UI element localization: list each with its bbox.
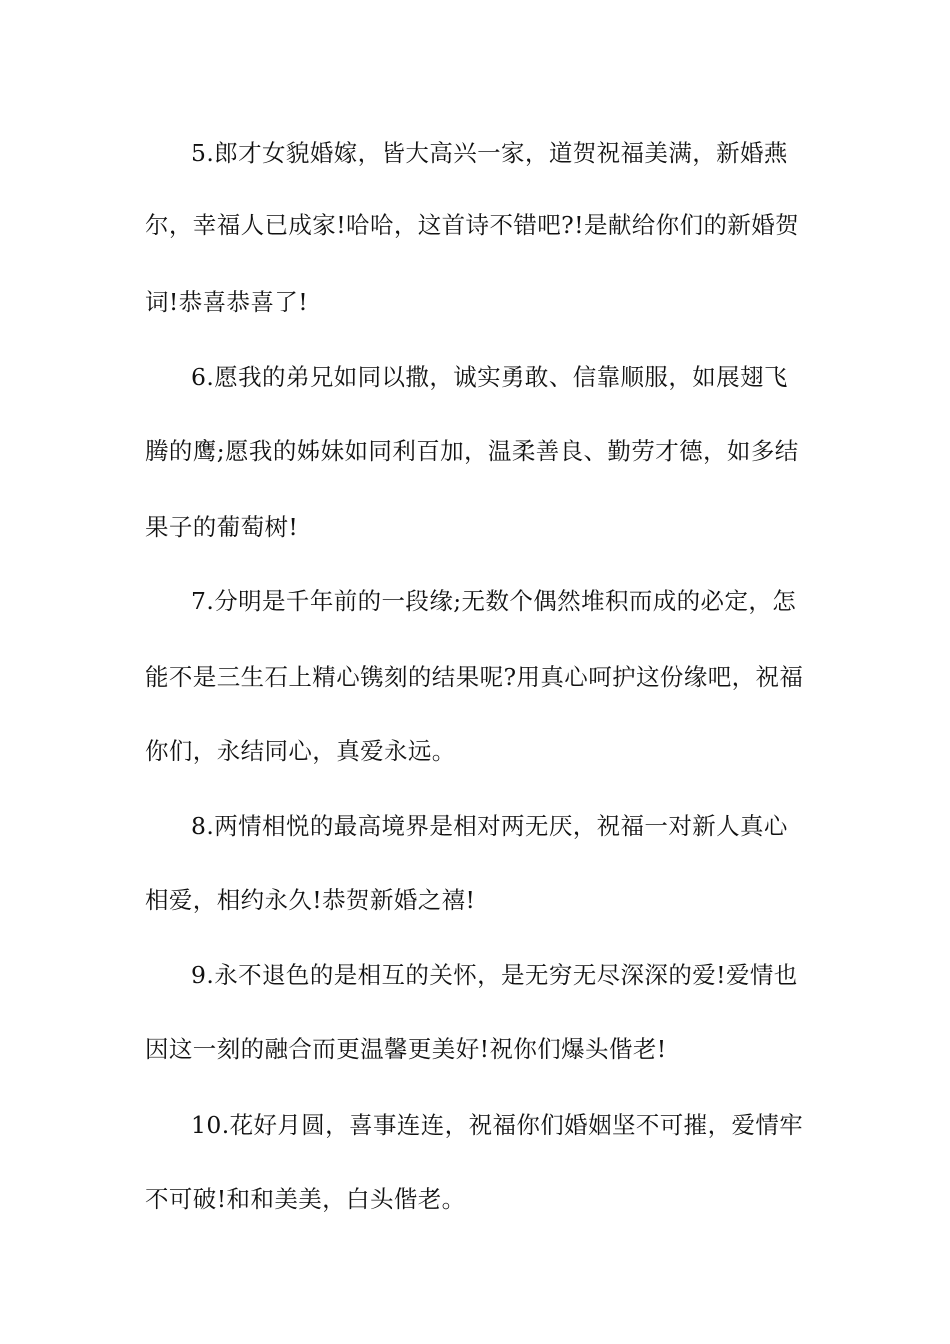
paragraph-10-line-1: 10.花好月圆，喜事连连，祝福你们婚姻坚不可摧，爱情牢 — [191, 1111, 804, 1139]
paragraph-5-line-3: 词!恭喜恭喜了! — [145, 288, 309, 316]
paragraph-8-line-2: 相爱，相约永久!恭贺新婚之禧! — [145, 886, 476, 914]
paragraph-10-line-2: 不可破!和和美美，白头偕老。 — [145, 1185, 466, 1213]
paragraph-9-line-2: 因这一刻的融合而更温馨更美好!祝你们爆头偕老! — [145, 1035, 667, 1063]
paragraph-7-line-3: 你们，永结同心，真爱永远。 — [145, 737, 456, 765]
paragraph-5-line-1: 5.郎才女貌婚嫁，皆大高兴一家，道贺祝福美满，新婚燕 — [191, 139, 788, 167]
paragraph-6-line-2: 腾的鹰;愿我的姊妹如同利百加，温柔善良、勤劳才德，如多结 — [145, 437, 799, 465]
paragraph-5-line-2: 尔，幸福人已成家!哈哈，这首诗不错吧?!是献给你们的新婚贺 — [145, 211, 800, 239]
paragraph-7-line-2: 能不是三生石上精心镌刻的结果呢?用真心呵护这份缘吧，祝福 — [145, 663, 804, 691]
paragraph-9-line-1: 9.永不退色的是相互的关怀，是无穷无尽深深的爱!爱情也 — [191, 961, 798, 989]
paragraph-8-line-1: 8.两情相悦的最高境界是相对两无厌，祝福一对新人真心 — [191, 812, 788, 840]
paragraph-6-line-1: 6.愿我的弟兄如同以撒，诚实勇敢、信靠顺服，如展翅飞 — [191, 363, 788, 391]
paragraph-7-line-1: 7.分明是千年前的一段缘;无数个偶然堆积而成的必定，怎 — [191, 587, 797, 615]
paragraph-6-line-3: 果子的葡萄树! — [145, 513, 299, 541]
